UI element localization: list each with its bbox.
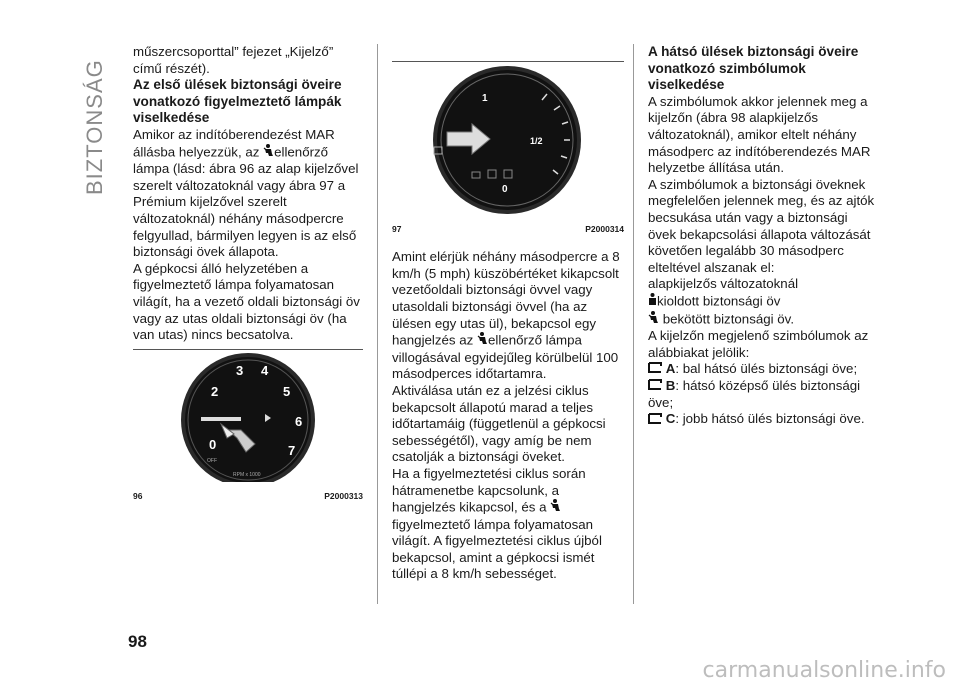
text-span: bekötött biztonsági öv. [662, 310, 795, 326]
gauge-label: 3 [236, 362, 244, 378]
figure-number: 96 [133, 491, 143, 502]
paragraph [392, 466, 624, 583]
fastened-row [648, 311, 878, 329]
text-span: Ha a figyelmeztetési ciklus során hátramenetbe kapcsolunk, a hangjelzés kikapcsol, és a [392, 465, 586, 515]
paragraph: Aktiválása után ez a jelzési ciklus bekapcsolt állapotú marad a teljes időtartamáig (függetlenül a gépkocsi sebességétől), vagy amíg be nem csatolják a biztonsági öveket. [392, 382, 606, 465]
paragraph: A szimbólumok a biztonsági öveknek megfelelően jelennek meg, és az ajtók becsukása után vagy a biztonsági övek bekapcsolási állapota változását követően legalább 30 másodperc elteltével alszanak el: [648, 176, 875, 275]
rear-seat-icon [648, 412, 662, 429]
text-span: ellenőrző lámpa villogásával egyidejűleg körülbelül 100 másodperces időtartamra. [392, 332, 619, 382]
page-number: 98 [128, 632, 147, 651]
gauge-off-label: OFF [207, 457, 217, 464]
unfastened-row [648, 293, 878, 311]
paragraph: A szimbólumok akkor jelennek meg a kijelzőn (ábra 98 alapkijelzős változatoknál), amikor eltelt néhány másodperc az indítóberendezés MAR helyzetbe állítása után. [648, 93, 871, 176]
gauge-label: 1/2 [530, 136, 543, 146]
paragraph: A gépkocsi álló helyzetében a figyelmeztető lámpa folyamatosan világít, ha a vezető oldali biztonsági öv vagy az utas oldali biztonsági öv (ha van utas) nincs becsatolva. [133, 260, 360, 343]
gauge-label: 0 [209, 436, 217, 452]
text-span: kioldott biztonsági öv [657, 293, 781, 309]
text-span: Amint elérjük néhány másodpercre a 8 km/h (5 mph) küszöbértéket kikapcsolt vezetőoldali biztonsági övvel vagy utasoldali biztonsági övvel (ha az ülésen egy utas ül), bekapcsol egy hangjelzés az [392, 249, 620, 348]
legend-row-b [648, 378, 878, 411]
text-span: Amikor az indítóberendezést MAR állásba helyezzük, az [133, 126, 335, 159]
front-belt-heading: Az első ülések biztonsági öveire vonatkozó figyelmeztető lámpák viselkedése [133, 77, 342, 126]
paragraph: alapkijelzős változatoknál [648, 276, 799, 292]
rpm-gauge-image [133, 352, 363, 482]
gauge-label: 0 [502, 184, 508, 195]
figure-code: P2000313 [324, 491, 363, 502]
gauge-rpm-label: RPM x 1000 [233, 471, 261, 478]
seat-fastened-icon [648, 311, 659, 329]
section-tab-label: BIZTONSÁG [82, 59, 107, 195]
text-span: : jobb hátsó ülés biztonsági öve. [675, 411, 865, 427]
figure-97 [392, 64, 624, 237]
legend-row-c [648, 411, 878, 428]
column-1 [133, 44, 363, 505]
column-divider [633, 44, 634, 604]
gauge-label: 5 [283, 383, 291, 399]
figure-96 [133, 352, 363, 505]
rear-seat-icon [648, 361, 662, 378]
figure-number: 97 [392, 223, 402, 234]
rear-belt-heading: A hátsó ülések biztonsági öveire vonatkozó szimbólumok viselkedése [648, 44, 859, 93]
gauge-label: 1 [482, 93, 488, 104]
column-divider [377, 44, 378, 604]
seatbelt-warning-icon [477, 332, 488, 350]
text-span: : bal hátsó ülés biztonsági öve; [675, 361, 858, 377]
seat-unfastened-icon [648, 293, 657, 311]
divider [392, 61, 624, 62]
paragraph [392, 249, 624, 383]
paragraph [133, 127, 363, 261]
rear-seat-icon [648, 378, 662, 395]
seatbelt-warning-icon [550, 499, 561, 517]
legend-row-a [648, 361, 878, 378]
seat-key: B [665, 378, 676, 394]
gauge-label: 7 [288, 442, 296, 458]
section-tab [82, 45, 107, 195]
gauge-label: 6 [295, 413, 303, 429]
divider [133, 349, 363, 350]
text-span: figyelmeztető lámpa folyamatosan világít. A figyelmeztetési ciklus újból bekapcsol, amint a gépkocsi ismét túllépi a 8 km/h sebességet. [392, 516, 602, 582]
text-span: : hátsó középső ülés biztonsági öve; [648, 378, 861, 410]
column-2 [392, 44, 624, 583]
text-span: ellenőrző lámpa (lásd: ábra 96 az alap kijelzővel szerelt változatoknál vagy ábra 97 a Prémium kijelzővel szerelt változatoknál) néhány másodpercre felgyullad, bármilyen legyen is az első biztonsági övek állapota. [133, 143, 359, 260]
seatbelt-warning-icon [263, 144, 274, 162]
fuel-gauge-image [392, 64, 624, 214]
seat-key: A [665, 361, 676, 377]
gauge-label: 2 [211, 383, 219, 399]
gauge-label: 4 [261, 362, 269, 378]
paragraph: A kijelzőn megjelenő szimbólumok az alábbiakat jelölik: [648, 328, 869, 360]
footer-watermark: carmanualsonline.info [702, 658, 946, 683]
intro-text: műszercsoporttal” fejezet „Kijelző” című részét). [133, 44, 334, 76]
figure-code: P2000314 [585, 223, 624, 234]
seat-key: C [665, 411, 676, 427]
column-3 [648, 44, 878, 428]
